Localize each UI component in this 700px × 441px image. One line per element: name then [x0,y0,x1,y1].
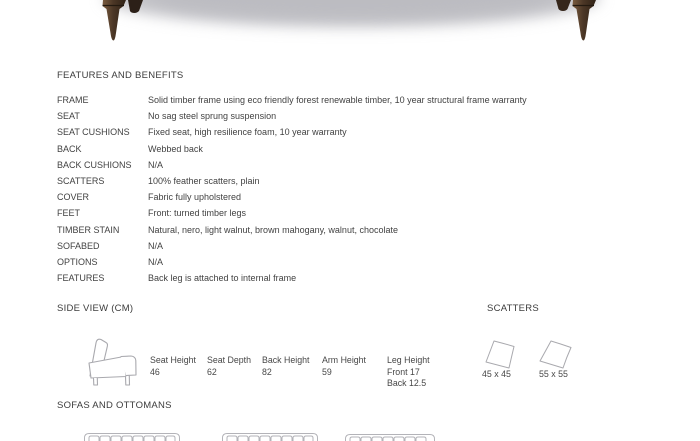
spec-table [57,95,647,289]
sofa-side-view-icon [84,335,140,387]
spec-label: TIMBER STAIN [57,224,120,235]
measure-value: 46 [150,366,160,377]
measure-value: Back 12.5 [387,378,427,389]
spec-label: OPTIONS [57,256,98,267]
spec-value: 100% feather scatters, plain [148,175,260,186]
spec-value: Natural, nero, light walnut, brown mahogany, walnut, chocolate [148,224,398,235]
scatter-size-55: 55 x 55 [539,369,568,379]
scatter-size-45: 45 x 45 [482,369,511,379]
spec-value: N/A [148,240,164,251]
measure-value: 59 [322,366,332,377]
spec-row-sofabed [57,241,647,257]
spec-value: Back leg is attached to internal frame [148,273,297,284]
spec-row-cover [57,192,647,208]
spec-value: N/A [148,159,164,170]
measure-label: Arm Height [322,355,366,365]
spec-label: FEET [57,208,81,219]
spec-value: No sag steel sprung suspension [148,111,277,122]
spec-value: Solid timber frame using eco friendly forest renewable timber, 10 year structural frame warranty [148,95,527,105]
spec-label: COVER [57,192,90,203]
measure-back-height [262,355,309,378]
spec-value: Webbed back [148,143,203,154]
spec-row-feet [57,208,647,224]
measure-value: 82 [262,366,272,377]
spec-label: BACK CUSHIONS [57,159,132,170]
measure-label: Leg Height [387,355,430,365]
spec-value: Fabric fully upholstered [148,192,242,203]
measure-seat-height [150,355,196,378]
spec-label: SOFABED [57,240,100,251]
measure-leg-height [387,355,430,390]
spec-row-seat [57,111,647,127]
spec-row-scatters [57,176,647,192]
spec-row-timber-stain [57,225,647,241]
spec-value: Front: turned timber legs [148,208,247,219]
measure-label: Seat Depth [207,355,252,365]
sofa-photo-bottom [0,0,700,58]
measure-label: Back Height [262,355,310,365]
spec-row-back [57,144,647,160]
spec-row-seat-cushions [57,127,647,143]
sofa-outline-3-icon [345,434,435,441]
spec-row-back-cushions [57,160,647,176]
spec-label: FEATURES [57,273,105,284]
spec-label: SEAT [57,111,80,122]
spec-row-frame [57,95,647,111]
spec-value: Fixed seat, high resilience foam, 10 year warranty [148,127,347,138]
side-view-measurements [150,355,470,395]
spec-row-features [57,273,647,289]
measure-value: 62 [207,366,217,377]
measure-arm-height [322,355,366,378]
measure-label: Seat Height [150,355,196,365]
scatter-cushion-45-icon [483,339,521,371]
spec-value: N/A [148,256,164,267]
spec-label: SEAT CUSHIONS [57,127,130,138]
sofas-ottomans-heading: SOFAS AND OTTOMANS [57,400,172,411]
sofa-outline-2-icon [222,433,318,441]
scatter-cushion-55-icon [538,339,576,371]
features-heading: FEATURES AND BENEFITS [57,70,184,81]
sofa-outline-1-icon [84,433,180,441]
spec-row-options [57,257,647,273]
measure-value: Front 17 [387,366,420,377]
measure-seat-depth [207,355,251,378]
spec-label: FRAME [57,95,89,105]
spec-label: BACK [57,143,82,154]
scatters-heading: SCATTERS [487,303,539,314]
side-view-heading: SIDE VIEW (CM) [57,303,134,314]
spec-label: SCATTERS [57,175,105,186]
